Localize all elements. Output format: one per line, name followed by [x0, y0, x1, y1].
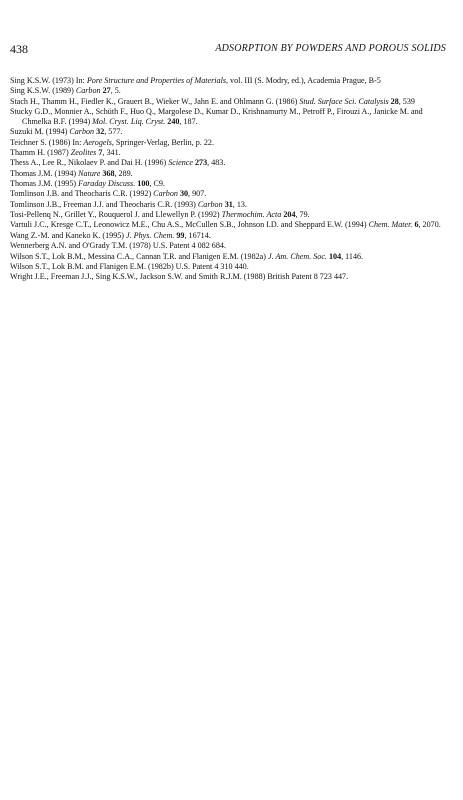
- ref-authors: Tomlinson J.B., Freeman J.J. and Theocharis C.R. (1993): [10, 199, 198, 209]
- ref-rest: , 5.: [110, 86, 121, 96]
- ref-volume: 32: [96, 127, 105, 137]
- ref-journal: Aerogels: [83, 137, 112, 147]
- ref-journal: Pore Structure and Properties of Materials: [86, 76, 226, 85]
- ref-authors: Suzuki M. (1994): [10, 127, 70, 137]
- reference-entry: [10, 220, 446, 230]
- ref-volume: 104: [328, 251, 342, 261]
- ref-journal: Nature: [78, 168, 101, 178]
- ref-rest: , 13.: [232, 199, 247, 209]
- ref-authors: Wang Z.-M. and Kaneko K. (1995): [10, 230, 127, 240]
- reference-entry: [10, 127, 446, 137]
- ref-volume: 240: [167, 117, 180, 127]
- ref-authors: Tomlinson J.B. and Theocharis C.R. (1992): [10, 189, 154, 199]
- ref-rest: , 907.: [188, 189, 207, 199]
- reference-entry: [10, 252, 446, 262]
- ref-rest: , 2070.: [418, 220, 441, 230]
- reference-entry: [10, 158, 446, 168]
- ref-authors: Thamm H. (1987): [10, 148, 71, 158]
- ref-journal: J. Am. Chem. Soc.: [267, 251, 327, 261]
- ref-journal: Zeolites: [70, 148, 97, 158]
- ref-rest: , Springer-Verlag, Berlin, p. 22.: [111, 137, 214, 147]
- reference-entry: [10, 189, 446, 199]
- reference-entry: [10, 241, 446, 251]
- ref-rest: , vol. III (S. Modry, ed.), Academia Prague, B-5: [225, 76, 381, 85]
- ref-rest: , 341.: [102, 148, 121, 158]
- ref-volume: 6: [414, 220, 419, 230]
- ref-authors: Sing K.S.W. (1973) In:: [10, 76, 87, 85]
- ref-rest: , 79.: [295, 210, 310, 220]
- ref-journal: Mol. Cryst. Liq. Cryst.: [92, 117, 166, 127]
- ref-journal: Carbon: [197, 199, 223, 209]
- ref-volume: 27: [102, 86, 111, 96]
- ref-volume: 7: [98, 148, 103, 158]
- reference-entry: [10, 107, 446, 127]
- ref-rest: , 539: [398, 96, 415, 106]
- reference-entry: [10, 86, 446, 96]
- ref-journal: Stud. Surface Sci. Catalysis: [299, 96, 389, 106]
- ref-journal: J. Phys. Chem.: [126, 230, 175, 240]
- reference-entry: [10, 179, 446, 189]
- ref-journal: Carbon: [75, 86, 101, 96]
- ref-journal: Thermochim. Acta: [221, 210, 282, 220]
- reference-entry: [10, 148, 446, 158]
- ref-authors: Stach H., Thamm H., Fiedler K., Grauert B., Wieker W., Jahn E. and Ohlmann G. (1986): [10, 96, 300, 106]
- ref-volume: 273: [195, 158, 208, 168]
- ref-journal: Faraday Discuss.: [78, 179, 136, 189]
- ref-authors: Stucky G.D., Monnier A., Schüth F., Huo Q., Margolese D., Kumar D., Krishnamurty M., Petroff P., Firouzi A., Janicke M. and Chmelka B.F. (1994): [10, 107, 423, 127]
- reference-entry: [10, 262, 446, 272]
- reference-entry: [10, 76, 446, 86]
- ref-authors: Wennerberg A.N. and O'Grady T.M. (1978) U.S. Patent 4 082 684.: [10, 241, 226, 251]
- ref-rest: , 1146.: [341, 251, 364, 261]
- reference-entry: [10, 231, 446, 241]
- ref-authors: Thomas J.M. (1995): [10, 179, 79, 189]
- page-number: 438: [10, 42, 28, 56]
- ref-authors: Thess A., Lee R., Nikolaev P. and Dai H. (1996): [10, 158, 169, 168]
- ref-authors: Sing K.S.W. (1989): [10, 86, 76, 96]
- ref-authors: Tosi-Pellenq N., Grillet Y., Rouquerol J. and Llewellyn P. (1992): [10, 210, 222, 220]
- ref-volume: 28: [390, 96, 399, 106]
- ref-rest: , 289.: [114, 168, 133, 178]
- ref-rest: , 577.: [104, 127, 123, 137]
- reference-entry: [10, 169, 446, 179]
- ref-authors: Vartuli J.C., Kresge C.T., Leonowicz M.E., Chu A.S., McCullen S.B., Johnson I.D. and Sheppard E.W. (1994): [10, 220, 369, 230]
- ref-volume: 204: [283, 210, 296, 220]
- ref-volume: 30: [179, 189, 189, 199]
- ref-volume: 368: [102, 168, 115, 178]
- ref-volume: 31: [224, 199, 233, 209]
- ref-journal: Science: [168, 158, 193, 168]
- ref-journal: Carbon: [153, 189, 178, 199]
- reference-entry: [10, 200, 446, 210]
- reference-list: [10, 76, 446, 283]
- ref-rest: , 187.: [179, 117, 198, 127]
- reference-entry: [10, 210, 446, 220]
- ref-volume: 100: [137, 179, 150, 189]
- ref-authors: Wilson S.T., Lok B.M., Messina C.A., Cannan T.R. and Flanigen E.M. (1982a): [10, 251, 268, 261]
- ref-journal: Chem. Mater.: [368, 220, 413, 230]
- reference-entry: [10, 272, 446, 282]
- page-header: [10, 42, 446, 56]
- reference-entry: [10, 138, 446, 148]
- reference-entry: [10, 97, 446, 107]
- running-title: ADSORPTION BY POWDERS AND POROUS SOLIDS: [215, 43, 446, 54]
- ref-authors: Wilson S.T., Lok B.M. and Flanigen E.M. (1982b) U.S. Patent 4 310 440.: [10, 261, 249, 271]
- ref-journal: Carbon: [69, 127, 95, 137]
- ref-authors: Teichner S. (1986) In:: [10, 137, 84, 147]
- ref-authors: Thomas J.M. (1994): [10, 168, 79, 178]
- ref-rest: , C9.: [149, 179, 165, 189]
- ref-rest: , 483.: [207, 158, 226, 168]
- ref-authors: Wright J.E., Freeman J.J., Sing K.S.W., Jackson S.W. and Smith R.J.M. (1988) British Patent 8 723 447.: [10, 272, 349, 282]
- ref-rest: , 16714.: [184, 230, 211, 240]
- ref-volume: 99: [176, 230, 185, 240]
